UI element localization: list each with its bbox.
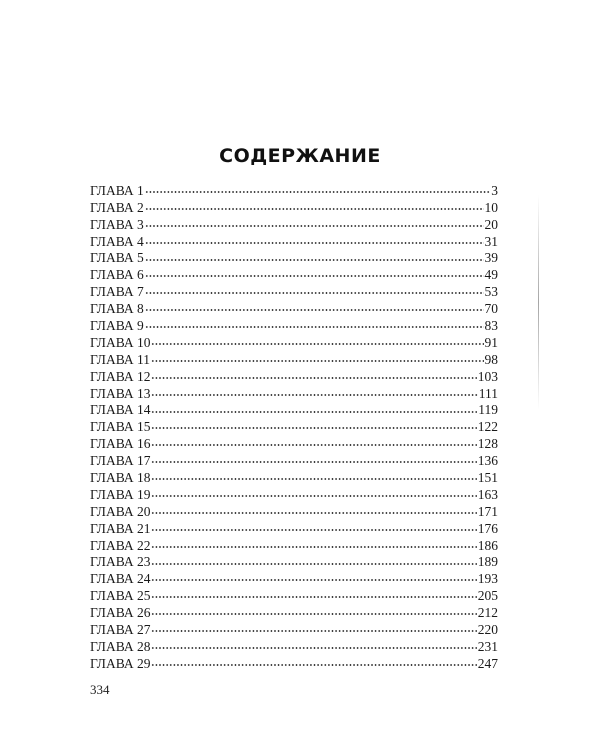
toc-entry-page: 189 <box>477 554 498 570</box>
toc-entry-page: 20 <box>484 216 498 232</box>
toc-entry[interactable] <box>90 600 498 621</box>
toc-entry[interactable] <box>90 651 498 671</box>
toc-entry-page: 193 <box>477 571 498 587</box>
toc-entry-page: 171 <box>477 503 498 519</box>
toc-dot-leader <box>145 262 484 279</box>
toc-entry[interactable] <box>90 398 498 418</box>
toc-entry-page: 119 <box>478 402 498 418</box>
toc-dot-leader <box>145 229 484 246</box>
toc-dot-leader <box>151 448 476 465</box>
toc-entry-label: ГЛАВА 19 <box>90 486 151 502</box>
toc-entry-page: 176 <box>477 520 498 536</box>
toc-entry-label: ГЛАВА 22 <box>90 537 151 553</box>
toc-entry-label: ГЛАВА 21 <box>90 520 151 536</box>
toc-dot-leader <box>145 296 484 313</box>
toc-entry-page: 111 <box>478 385 498 401</box>
toc-dot-leader <box>151 381 477 398</box>
toc-entry[interactable] <box>90 617 498 638</box>
toc-entry[interactable] <box>90 246 498 266</box>
toc-entry-label: ГЛАВА 15 <box>90 419 151 435</box>
toc-entry[interactable] <box>90 212 498 232</box>
toc-entry-label: ГЛАВА 16 <box>90 436 151 452</box>
toc-entry-page: 247 <box>477 655 498 671</box>
toc-dot-leader <box>151 431 476 448</box>
toc-entry[interactable] <box>90 533 498 553</box>
toc-title: СОДЕРЖАНИЕ <box>219 145 381 167</box>
toc-entry[interactable] <box>90 364 498 384</box>
toc-entry-label: ГЛАВА 6 <box>90 267 144 283</box>
toc-dot-leader <box>151 550 476 567</box>
toc-entry-label: ГЛАВА 14 <box>90 402 151 418</box>
toc-entry-label: ГЛАВА 26 <box>90 605 151 621</box>
toc-entry[interactable] <box>90 414 498 435</box>
toc-entry[interactable] <box>90 296 498 317</box>
toc-dot-leader <box>151 482 476 499</box>
toc-entry-label: ГЛАВА 4 <box>90 233 144 249</box>
toc-entry[interactable] <box>90 550 498 570</box>
toc-dot-leader <box>151 347 484 364</box>
toc-entry[interactable] <box>90 482 498 502</box>
page-number: 334 <box>90 682 110 697</box>
toc-entry-label: ГЛАВА 11 <box>90 351 150 367</box>
toc-dot-leader <box>145 195 484 212</box>
toc-entry[interactable] <box>90 178 498 198</box>
toc-entry-label: ГЛАВА 13 <box>90 385 151 401</box>
toc-entry-page: 10 <box>484 199 498 215</box>
toc-dot-leader <box>151 583 476 600</box>
toc-entry-label: ГЛАВА 3 <box>90 216 144 232</box>
toc-entry-label: ГЛАВА 1 <box>90 182 144 198</box>
toc-entry-page: 70 <box>484 301 498 317</box>
toc-entry-page: 205 <box>477 588 498 604</box>
toc-entry[interactable] <box>90 516 498 536</box>
toc-dot-leader <box>145 279 484 296</box>
toc-dot-leader <box>145 212 484 229</box>
toc-entry[interactable] <box>90 262 498 283</box>
toc-entry-label: ГЛАВА 8 <box>90 301 144 317</box>
toc-entry[interactable] <box>90 347 498 367</box>
toc-entry-label: ГЛАВА 10 <box>90 334 151 350</box>
toc-entry-page: 231 <box>477 638 498 654</box>
toc-entry[interactable] <box>90 381 498 401</box>
toc-entry[interactable] <box>90 313 498 334</box>
toc-entry-label: ГЛАВА 7 <box>90 284 144 300</box>
toc-entry-page: 31 <box>484 233 498 249</box>
toc-entry-page: 49 <box>484 267 498 283</box>
toc-entry-page: 220 <box>477 622 498 638</box>
toc-entry-page: 136 <box>477 453 498 469</box>
toc-dot-leader <box>151 634 476 651</box>
toc-entry-label: ГЛАВА 25 <box>90 588 151 604</box>
toc-entry-label: ГЛАВА 24 <box>90 571 151 587</box>
toc-entry-page: 39 <box>484 250 498 266</box>
toc-entry[interactable] <box>90 431 498 452</box>
toc-entry[interactable] <box>90 566 498 587</box>
toc-dot-leader <box>151 516 476 533</box>
toc-dot-leader <box>145 313 484 330</box>
toc-entry-page: 151 <box>477 470 498 486</box>
toc-entry-label: ГЛАВА 29 <box>90 655 151 671</box>
toc-entry[interactable] <box>90 279 498 300</box>
toc-dot-leader <box>145 178 491 195</box>
toc-dot-leader <box>145 246 484 263</box>
toc-entry-label: ГЛАВА 17 <box>90 453 151 469</box>
toc-entry[interactable] <box>90 583 498 604</box>
toc-entry-label: ГЛАВА 9 <box>90 318 144 334</box>
toc-entry[interactable] <box>90 634 498 654</box>
toc-entry-page: 53 <box>484 284 498 300</box>
toc-list <box>90 178 498 671</box>
toc-entry-page: 128 <box>477 436 498 452</box>
toc-entry-label: ГЛАВА 28 <box>90 638 151 654</box>
toc-entry[interactable] <box>90 195 498 215</box>
toc-entry-label: ГЛАВА 20 <box>90 503 151 519</box>
toc-entry-page: 122 <box>477 419 498 435</box>
toc-dot-leader <box>151 617 476 634</box>
toc-entry-page: 91 <box>484 334 498 350</box>
toc-dot-leader <box>151 330 483 347</box>
toc-dot-leader <box>151 414 476 431</box>
toc-dot-leader <box>151 398 477 415</box>
toc-entry[interactable] <box>90 499 498 519</box>
toc-entry-label: ГЛАВА 23 <box>90 554 151 570</box>
toc-entry[interactable] <box>90 229 498 249</box>
toc-entry[interactable] <box>90 465 498 486</box>
toc-entry-page: 98 <box>484 351 498 367</box>
toc-dot-leader <box>151 364 476 381</box>
toc-entry-page: 212 <box>477 605 498 621</box>
toc-dot-leader <box>151 600 476 617</box>
toc-entry[interactable] <box>90 448 498 469</box>
toc-entry-label: ГЛАВА 2 <box>90 199 144 215</box>
toc-entry[interactable] <box>90 330 498 350</box>
toc-dot-leader <box>151 499 476 516</box>
toc-dot-leader <box>151 566 476 583</box>
toc-entry-page: 103 <box>477 368 498 384</box>
toc-entry-page: 83 <box>484 318 498 334</box>
toc-entry-label: ГЛАВА 18 <box>90 470 151 486</box>
toc-entry-page: 163 <box>477 486 498 502</box>
toc-entry-label: ГЛАВА 5 <box>90 250 144 266</box>
toc-dot-leader <box>151 651 476 668</box>
toc-dot-leader <box>151 465 476 482</box>
toc-dot-leader <box>151 533 476 550</box>
toc-entry-page: 3 <box>491 182 498 198</box>
toc-entry-label: ГЛАВА 12 <box>90 368 151 384</box>
toc-entry-label: ГЛАВА 27 <box>90 622 151 638</box>
page-edge-shadow <box>538 195 539 410</box>
toc-entry-page: 186 <box>477 537 498 553</box>
